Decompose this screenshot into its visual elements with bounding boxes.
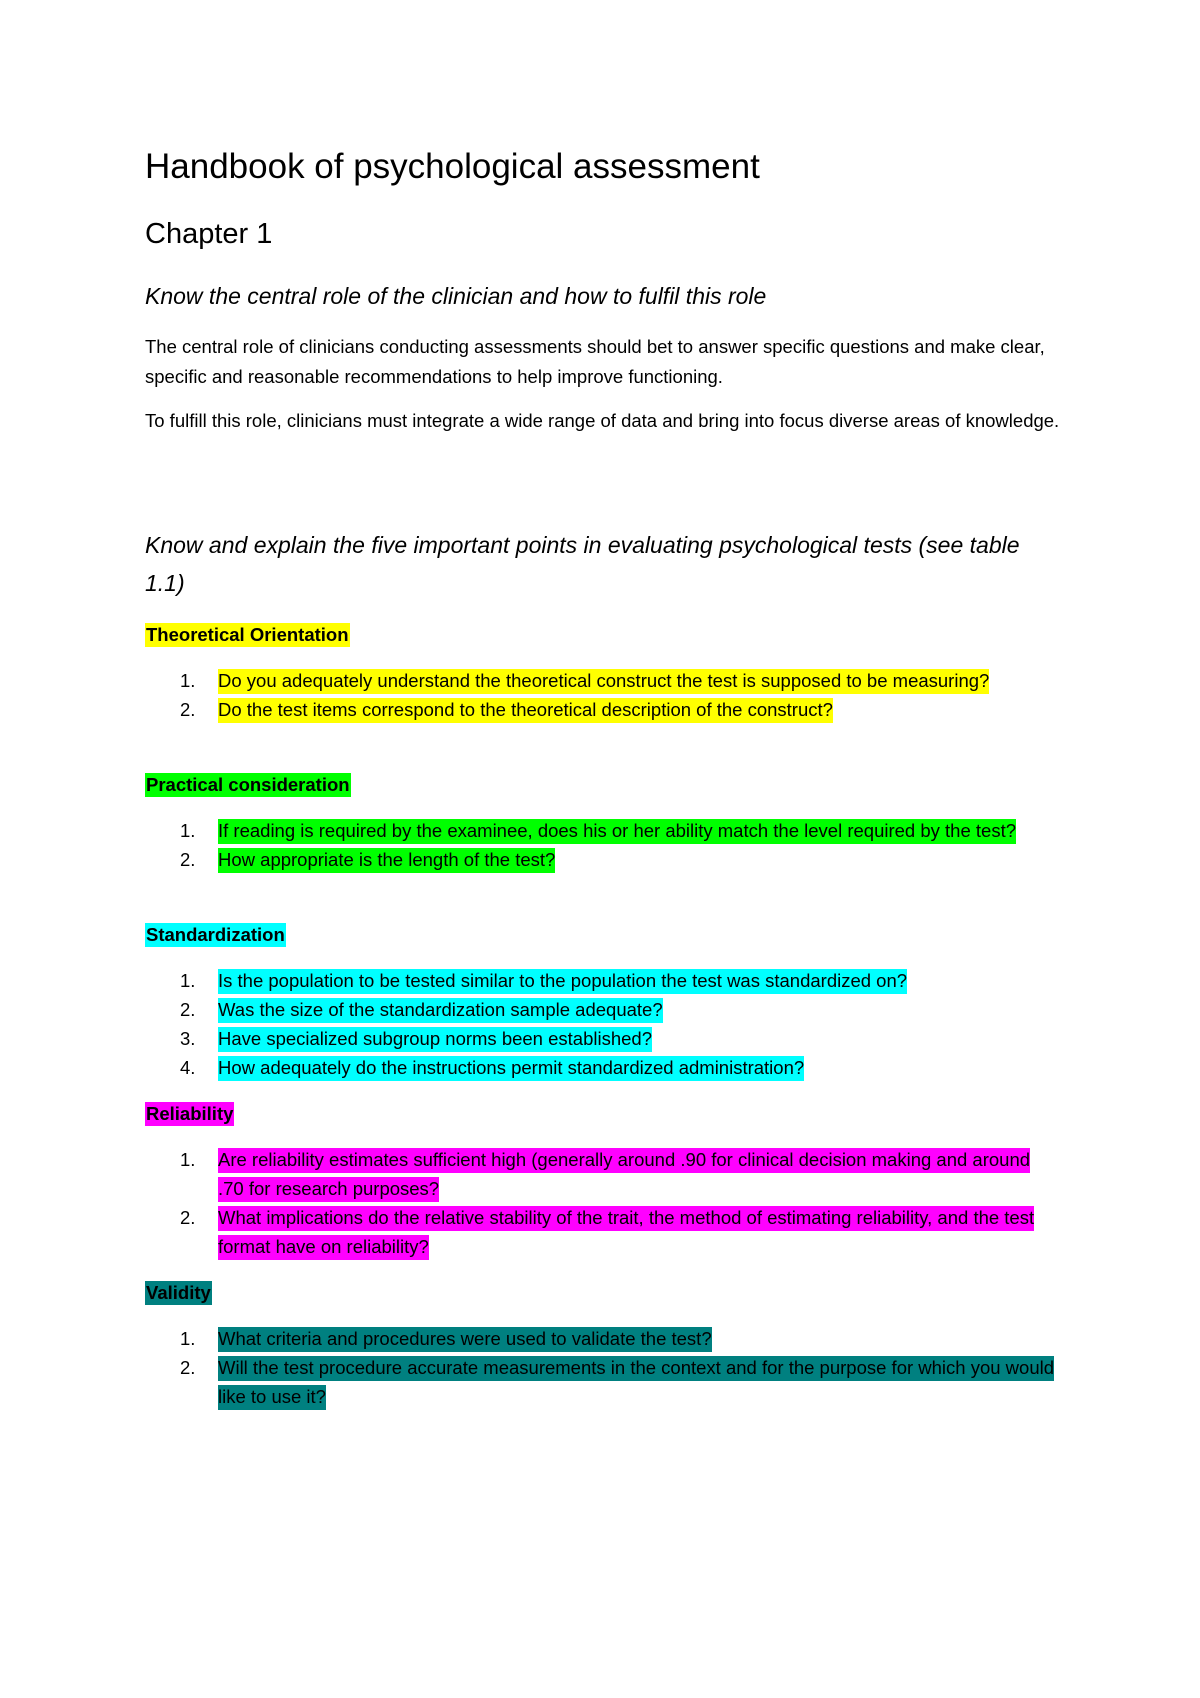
list-item: 4. How adequately do the instructions permit standardized administration?	[180, 1053, 1060, 1082]
document-title: Handbook of psychological assessment	[145, 147, 760, 186]
list-standardization	[180, 966, 1060, 1082]
list-reliability	[180, 1145, 1060, 1261]
list-theoretical	[180, 666, 1060, 724]
list-item: 1. What criteria and procedures were used to validate the test?	[180, 1324, 1060, 1353]
section-heading-reliability: Reliability	[146, 1103, 234, 1124]
question-heading-1: Know the central role of the clinician and how to fulfil this role	[145, 283, 767, 309]
list-item: 2. What implications do the relative stability of the trait, the method of estimating reliability, and the test format have on reliability?	[180, 1203, 1060, 1261]
list-item: 1. Do you adequately understand the theoretical construct the test is supposed to be measuring?	[180, 666, 1060, 695]
section-heading-standardization: Standardization	[146, 924, 285, 945]
list-item: 2. Will the test procedure accurate measurements in the context and for the purpose for which you would like to use it?	[180, 1353, 1060, 1411]
list-item: 1. Are reliability estimates sufficient high (generally around .90 for clinical decision making and around .70 for research purposes?	[180, 1145, 1060, 1203]
list-practical	[180, 816, 1060, 874]
section-heading-theoretical: Theoretical Orientation	[146, 624, 349, 645]
list-item: 1. Is the population to be tested similar to the population the test was standardized on?	[180, 966, 1060, 995]
list-item: 2. Was the size of the standardization sample adequate?	[180, 995, 1060, 1024]
list-item: 2. How appropriate is the length of the test?	[180, 845, 1060, 874]
list-item: 2. Do the test items correspond to the theoretical description of the construct?	[180, 695, 1060, 724]
question-heading-2: Know and explain the five important points in evaluating psychological tests (see table 1.1)	[145, 532, 1020, 596]
paragraph-fulfill-role: To fulfill this role, clinicians must integrate a wide range of data and bring into focus diverse areas of knowledge.	[145, 410, 1060, 431]
list-validity	[180, 1324, 1060, 1411]
chapter-heading: Chapter 1	[145, 218, 273, 250]
list-item: 1. If reading is required by the examinee, does his or her ability match the level required by the test?	[180, 816, 1060, 845]
paragraph-central-role: The central role of clinicians conducting assessments should bet to answer specific questions and make clear, specific and reasonable recommendations to help improve functioning.	[145, 336, 1045, 387]
list-item: 3. Have specialized subgroup norms been established?	[180, 1024, 1060, 1053]
section-heading-validity: Validity	[146, 1282, 211, 1303]
section-heading-practical: Practical consideration	[146, 774, 350, 795]
